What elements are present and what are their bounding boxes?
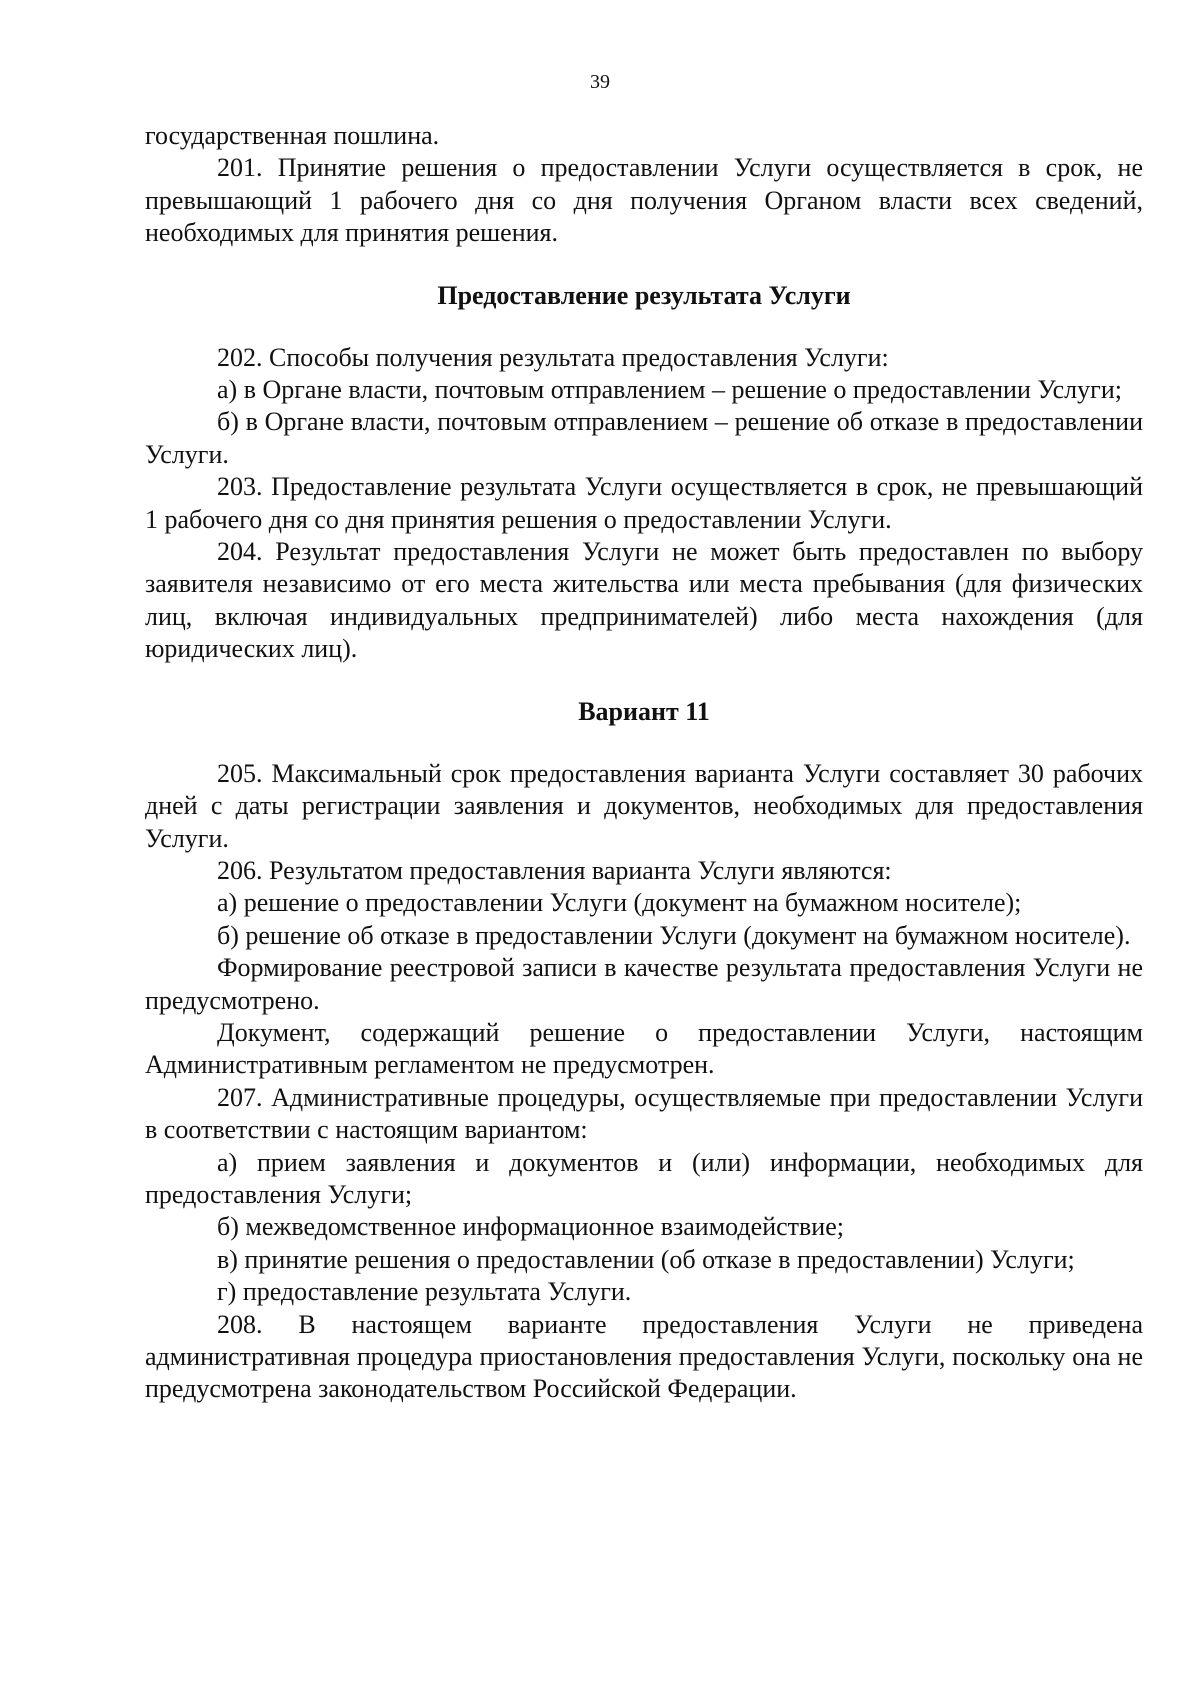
- paragraph: б) межведомственное информационное взаимодействие;: [217, 1212, 844, 1242]
- paragraphs-result-section: [145, 342, 1143, 666]
- paragraphs-variant-section: [145, 758, 1143, 1406]
- section-heading-result: Предоставление результата Услуги: [437, 280, 851, 310]
- paragraph: 203. Предоставление результата Услуги осуществляется в срок, не превышающий 1 рабочего дня со дня принятия решения о предоставлении Услуги.: [145, 472, 1143, 534]
- paragraph: государственная пошлина.: [145, 121, 440, 150]
- paragraph: Формирование реестровой записи в качестве результата предоставления Услуги не предусмотрено.: [145, 953, 1143, 1015]
- page-number: 39: [590, 71, 610, 93]
- paragraph: а) решение о предоставлении Услуги (документ на бумажном носителе);: [217, 888, 1022, 918]
- paragraph: б) решение об отказе в предоставлении Услуги (документ на бумажном носителе).: [217, 920, 1131, 950]
- paragraph: а) в Органе власти, почтовым отправлением – решение о предоставлении Услуги;: [217, 375, 1122, 405]
- paragraph: 202. Способы получения результата предоставления Услуги:: [217, 342, 889, 372]
- paragraph: 208. В настоящем варианте предоставления Услуги не приведена административная процедура приостановления предоставления Услуги, поскольку она не предусмотрена законодательством Российской Федерации.: [145, 1309, 1143, 1404]
- paragraphs-before-heading: [145, 120, 1143, 250]
- paragraph: 206. Результатом предоставления варианта Услуги являются:: [217, 855, 892, 885]
- paragraph: 204. Результат предоставления Услуги не может быть предоставлен по выбору заявителя независимо от его места жительства или места пребывания (для физических лиц, включая индивидуальных предпринимателей) либо места нахождения (для юридических лиц).: [145, 537, 1143, 664]
- paragraph: 201. Принятие решения о предоставлении Услуги осуществляется в срок, не превышающий 1 рабочего дня со дня получения Органом власти всех сведений, необходимых для принятия решения.: [145, 153, 1143, 248]
- paragraph: 205. Максимальный срок предоставления варианта Услуги составляет 30 рабочих дней с даты регистрации заявления и документов, необходимых для предоставления Услуги.: [145, 758, 1143, 853]
- paragraph: г) предоставление результата Услуги.: [217, 1277, 632, 1307]
- paragraph: а) прием заявления и документов и (или) информации, необходимых для предоставления Услуги;: [145, 1147, 1143, 1209]
- paragraph: б) в Органе власти, почтовым отправлением – решение об отказе в предоставлении Услуги.: [145, 407, 1143, 469]
- section-heading-variant: Вариант 11: [578, 696, 710, 726]
- paragraph: в) принятие решения о предоставлении (об отказе в предоставлении) Услуги;: [217, 1244, 1075, 1274]
- document-body: [145, 120, 1143, 1406]
- paragraph: Документ, содержащий решение о предоставлении Услуги, настоящим Административным регламентом не предусмотрен.: [145, 1017, 1143, 1080]
- paragraph: 207. Административные процедуры, осуществляемые при предоставлении Услуги в соответствии с настоящим вариантом:: [145, 1082, 1143, 1145]
